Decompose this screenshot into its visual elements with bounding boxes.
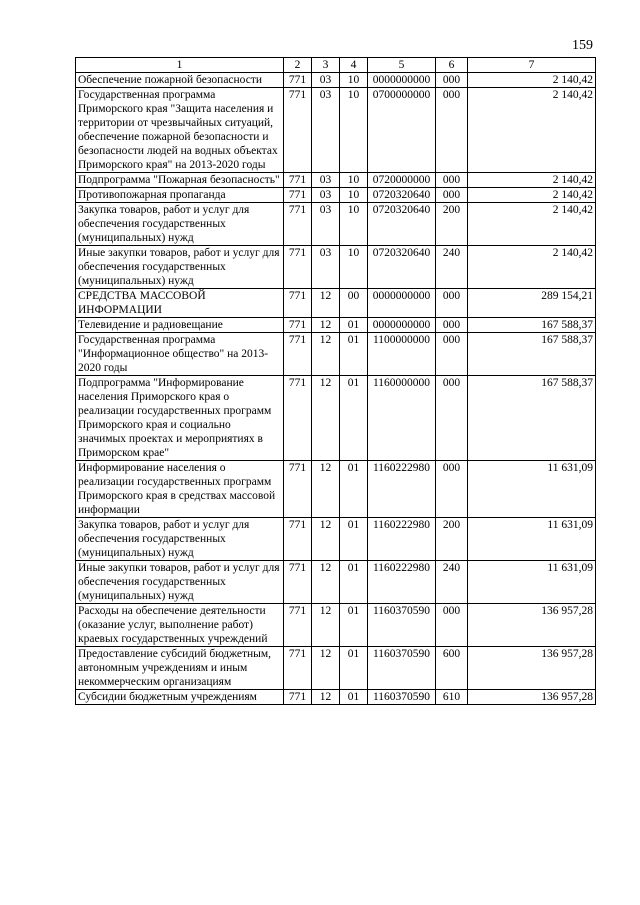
amount-value: 136 957,28 <box>468 690 596 705</box>
expense-type-code: 200 <box>436 203 468 246</box>
section-code: 03 <box>312 73 340 88</box>
ministry-code: 771 <box>284 173 312 188</box>
target-article-code: 1160222980 <box>368 518 436 561</box>
row-description: Иные закупки товаров, работ и услуг для обеспечения государственных (муниципальных) нужд <box>76 561 284 604</box>
subsection-code: 01 <box>340 561 368 604</box>
row-description: Противопожарная пропаганда <box>76 188 284 203</box>
amount-value: 2 140,42 <box>468 188 596 203</box>
amount-value: 2 140,42 <box>468 246 596 289</box>
target-article-code: 0000000000 <box>368 318 436 333</box>
amount-value: 2 140,42 <box>468 203 596 246</box>
table-row <box>76 88 596 173</box>
column-header: 5 <box>368 58 436 73</box>
subsection-code: 10 <box>340 73 368 88</box>
column-header: 4 <box>340 58 368 73</box>
target-article-code: 0720320640 <box>368 188 436 203</box>
subsection-code: 01 <box>340 318 368 333</box>
target-article-code: 1100000000 <box>368 333 436 376</box>
amount-value: 136 957,28 <box>468 604 596 647</box>
table-body <box>76 73 596 705</box>
row-description: Расходы на обеспечение деятельности (оказание услуг, выполнение работ) краевых государственных учреждений <box>76 604 284 647</box>
section-code: 03 <box>312 188 340 203</box>
ministry-code: 771 <box>284 604 312 647</box>
ministry-code: 771 <box>284 88 312 173</box>
amount-value: 11 631,09 <box>468 461 596 518</box>
row-description: Обеспечение пожарной безопасности <box>76 73 284 88</box>
expense-type-code: 000 <box>436 289 468 318</box>
expense-type-code: 000 <box>436 318 468 333</box>
subsection-code: 01 <box>340 690 368 705</box>
amount-value: 167 588,37 <box>468 376 596 461</box>
subsection-code: 01 <box>340 647 368 690</box>
table-row <box>76 690 596 705</box>
expense-type-code: 000 <box>436 376 468 461</box>
target-article-code: 1160370590 <box>368 604 436 647</box>
row-description: СРЕДСТВА МАССОВОЙ ИНФОРМАЦИИ <box>76 289 284 318</box>
expense-type-code: 000 <box>436 461 468 518</box>
table-row <box>76 318 596 333</box>
page-number: 159 <box>572 38 593 53</box>
subsection-code: 01 <box>340 333 368 376</box>
section-code: 12 <box>312 376 340 461</box>
amount-value: 2 140,42 <box>468 173 596 188</box>
row-description: Субсидии бюджетным учреждениям <box>76 690 284 705</box>
subsection-code: 10 <box>340 203 368 246</box>
section-code: 03 <box>312 203 340 246</box>
ministry-code: 771 <box>284 461 312 518</box>
subsection-code: 01 <box>340 518 368 561</box>
table-row <box>76 561 596 604</box>
section-code: 12 <box>312 318 340 333</box>
target-article-code: 0720320640 <box>368 203 436 246</box>
table-row <box>76 173 596 188</box>
row-description: Иные закупки товаров, работ и услуг для обеспечения государственных (муниципальных) нужд <box>76 246 284 289</box>
ministry-code: 771 <box>284 73 312 88</box>
row-description: Закупка товаров, работ и услуг для обеспечения государственных (муниципальных) нужд <box>76 203 284 246</box>
expense-type-code: 000 <box>436 73 468 88</box>
row-description: Телевидение и радиовещание <box>76 318 284 333</box>
target-article-code: 1160222980 <box>368 561 436 604</box>
subsection-code: 10 <box>340 188 368 203</box>
column-header: 7 <box>468 58 596 73</box>
table-row <box>76 376 596 461</box>
budget-table <box>75 57 596 705</box>
table-row <box>76 333 596 376</box>
target-article-code: 0720000000 <box>368 173 436 188</box>
table-row <box>76 203 596 246</box>
amount-value: 289 154,21 <box>468 289 596 318</box>
expense-type-code: 200 <box>436 518 468 561</box>
amount-value: 11 631,09 <box>468 561 596 604</box>
table-row <box>76 461 596 518</box>
row-description: Подпрограмма "Информирование населения Приморского края о реализации государственных программ Приморского края и социально значимых проектах и мероприятиях в Приморском крае" <box>76 376 284 461</box>
section-code: 12 <box>312 289 340 318</box>
target-article-code: 0000000000 <box>368 73 436 88</box>
subsection-code: 10 <box>340 173 368 188</box>
column-header: 2 <box>284 58 312 73</box>
subsection-code: 10 <box>340 246 368 289</box>
amount-value: 167 588,37 <box>468 333 596 376</box>
row-description: Государственная программа Приморского края "Защита населения и территории от чрезвычайных ситуаций, обеспечение пожарной безопасности и безопасности людей на водных объектах Приморского края" на 2013-2020 годы <box>76 88 284 173</box>
column-header: 6 <box>436 58 468 73</box>
row-description: Предоставление субсидий бюджетным, автономным учреждениям и иным некоммерческим организациям <box>76 647 284 690</box>
ministry-code: 771 <box>284 318 312 333</box>
expense-type-code: 600 <box>436 647 468 690</box>
section-code: 12 <box>312 518 340 561</box>
ministry-code: 771 <box>284 647 312 690</box>
expense-type-code: 000 <box>436 333 468 376</box>
expense-type-code: 000 <box>436 173 468 188</box>
ministry-code: 771 <box>284 561 312 604</box>
ministry-code: 771 <box>284 376 312 461</box>
row-description: Закупка товаров, работ и услуг для обеспечения государственных (муниципальных) нужд <box>76 518 284 561</box>
expense-type-code: 000 <box>436 188 468 203</box>
table-row <box>76 289 596 318</box>
section-code: 12 <box>312 333 340 376</box>
subsection-code: 10 <box>340 88 368 173</box>
subsection-code: 01 <box>340 461 368 518</box>
section-code: 12 <box>312 461 340 518</box>
table-row <box>76 246 596 289</box>
section-code: 12 <box>312 690 340 705</box>
target-article-code: 0720320640 <box>368 246 436 289</box>
subsection-code: 00 <box>340 289 368 318</box>
ministry-code: 771 <box>284 690 312 705</box>
table-header-row <box>76 58 596 73</box>
ministry-code: 771 <box>284 188 312 203</box>
table-row <box>76 604 596 647</box>
column-header: 3 <box>312 58 340 73</box>
table-row <box>76 188 596 203</box>
target-article-code: 0700000000 <box>368 88 436 173</box>
target-article-code: 1160222980 <box>368 461 436 518</box>
section-code: 03 <box>312 246 340 289</box>
section-code: 12 <box>312 647 340 690</box>
amount-value: 136 957,28 <box>468 647 596 690</box>
amount-value: 2 140,42 <box>468 88 596 173</box>
section-code: 03 <box>312 173 340 188</box>
amount-value: 167 588,37 <box>468 318 596 333</box>
target-article-code: 0000000000 <box>368 289 436 318</box>
section-code: 12 <box>312 604 340 647</box>
row-description: Подпрограмма "Пожарная безопасность" <box>76 173 284 188</box>
ministry-code: 771 <box>284 203 312 246</box>
expense-type-code: 610 <box>436 690 468 705</box>
amount-value: 11 631,09 <box>468 518 596 561</box>
amount-value: 2 140,42 <box>468 73 596 88</box>
section-code: 03 <box>312 88 340 173</box>
table-row <box>76 518 596 561</box>
ministry-code: 771 <box>284 289 312 318</box>
table-row <box>76 647 596 690</box>
column-header: 1 <box>76 58 284 73</box>
subsection-code: 01 <box>340 376 368 461</box>
ministry-code: 771 <box>284 518 312 561</box>
expense-type-code: 240 <box>436 561 468 604</box>
expense-type-code: 000 <box>436 604 468 647</box>
section-code: 12 <box>312 561 340 604</box>
ministry-code: 771 <box>284 246 312 289</box>
expense-type-code: 240 <box>436 246 468 289</box>
target-article-code: 1160370590 <box>368 690 436 705</box>
target-article-code: 1160000000 <box>368 376 436 461</box>
expense-type-code: 000 <box>436 88 468 173</box>
row-description: Государственная программа "Информационное общество" на 2013-2020 годы <box>76 333 284 376</box>
target-article-code: 1160370590 <box>368 647 436 690</box>
subsection-code: 01 <box>340 604 368 647</box>
ministry-code: 771 <box>284 333 312 376</box>
table-row <box>76 73 596 88</box>
row-description: Информирование населения о реализации государственных программ Приморского края в средствах массовой информации <box>76 461 284 518</box>
